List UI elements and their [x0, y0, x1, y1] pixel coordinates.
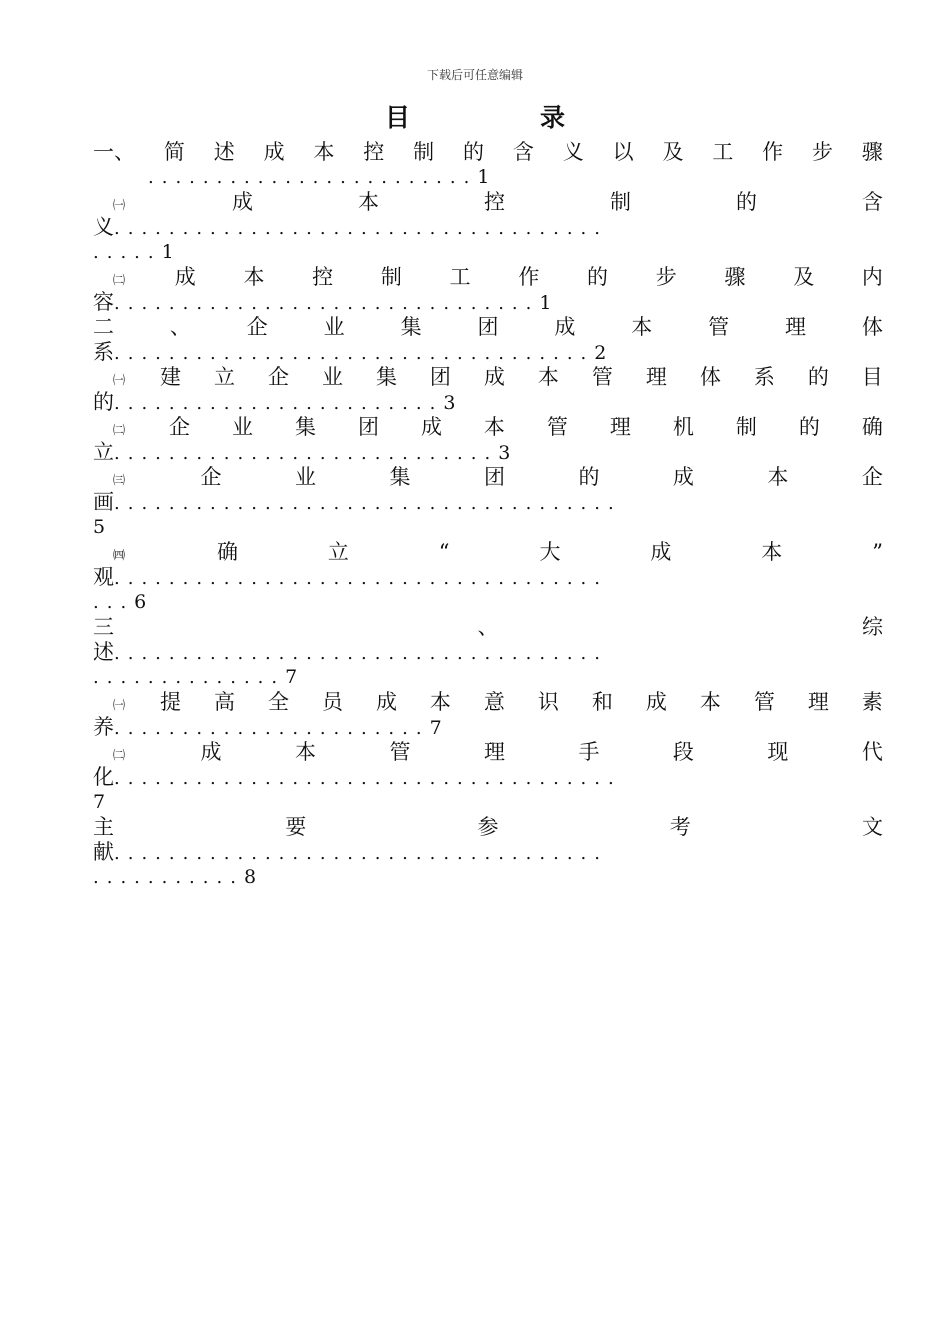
toc-heading-char: 的 — [807, 365, 829, 389]
dot-leader: ........... — [93, 867, 244, 888]
toc-heading-char: 本 — [429, 690, 451, 714]
toc-heading-char: 控 — [363, 140, 385, 164]
toc-heading-char: 系 — [753, 365, 775, 389]
toc-heading-char: 控 — [312, 265, 334, 289]
toc-entry-number: ㈡ — [113, 748, 126, 762]
toc-leader-line — [93, 565, 883, 590]
toc-entry[interactable] — [93, 315, 883, 365]
toc-heading-char: 的 — [587, 265, 609, 289]
toc-heading-char: 本 — [767, 465, 789, 489]
toc-heading-char: “ — [438, 540, 450, 564]
toc-heading-char: 高 — [213, 690, 235, 714]
toc-entry-heading — [93, 365, 883, 390]
toc-heading-char: 立 — [327, 540, 349, 564]
toc-leader-line — [93, 390, 883, 415]
toc-leader-line — [93, 590, 883, 615]
toc-heading-char: 本 — [631, 315, 653, 339]
toc-heading-char: 集 — [400, 315, 422, 339]
toc-heading-char: 集 — [294, 415, 316, 439]
toc-heading-char: 管 — [389, 740, 411, 764]
toc-heading-char: 简 — [163, 140, 185, 164]
toc-heading-char: ” — [872, 540, 883, 564]
toc-page-number: 1 — [161, 241, 174, 263]
toc-leader-line — [93, 515, 883, 540]
toc-heading-char: 管 — [708, 315, 730, 339]
dot-leader: .................................... — [114, 568, 608, 589]
dot-leader: .................................... — [114, 218, 608, 239]
dot-leader: ..................................... — [114, 493, 622, 514]
toc-entry[interactable] — [93, 265, 883, 315]
toc-heading-last-char: 养 — [93, 715, 114, 739]
toc-title — [0, 98, 950, 134]
toc-leader-line — [93, 765, 883, 790]
toc-heading-char: 的 — [735, 190, 757, 214]
toc-entry-heading — [93, 465, 883, 490]
toc-entry-number: ㈡ — [113, 273, 126, 287]
toc-entry[interactable] — [93, 615, 883, 690]
toc-leader-line — [93, 290, 883, 315]
toc-heading-char: 成 — [232, 190, 253, 214]
toc-heading-char: 素 — [861, 690, 883, 714]
toc-entry[interactable] — [93, 415, 883, 465]
toc-entry-number: 三 — [93, 615, 114, 639]
toc-heading-char: 理 — [645, 365, 667, 389]
toc-heading-char: 文 — [862, 815, 883, 839]
toc-heading-char: 步 — [655, 265, 677, 289]
toc-heading-char: 本 — [483, 415, 505, 439]
dot-leader: ........................ — [114, 393, 444, 414]
toc-heading-char: 本 — [294, 740, 316, 764]
toc-heading-char: 作 — [518, 265, 540, 289]
toc-heading-char: 工 — [712, 140, 734, 164]
toc-leader-line — [93, 340, 883, 365]
page-header-note: 下载后可任意编辑 — [426, 68, 523, 82]
toc-entry-heading — [93, 690, 883, 715]
toc-entry[interactable] — [93, 540, 883, 615]
toc-heading-char: 作 — [762, 140, 784, 164]
toc-heading-char: 成 — [200, 740, 222, 764]
toc-heading-char: 企 — [169, 415, 190, 439]
toc-heading-char: 机 — [672, 415, 694, 439]
toc-heading-last-char: 观 — [93, 565, 114, 589]
toc-heading-char: 和 — [591, 690, 613, 714]
dot-leader: ............................... — [114, 293, 540, 314]
toc-page-number: 1 — [477, 166, 490, 188]
toc-entry[interactable] — [93, 190, 883, 265]
toc-heading-char: 大 — [539, 540, 561, 564]
toc-heading-char: 现 — [767, 740, 789, 764]
dot-leader: ........................ — [148, 167, 478, 188]
toc-heading-char: 团 — [357, 415, 379, 439]
toc-entry-number: ㈠ — [113, 698, 126, 712]
toc-heading-char: 体 — [699, 365, 721, 389]
toc-heading-char: 的 — [463, 140, 485, 164]
toc-heading-char: 步 — [812, 140, 834, 164]
toc-heading-char: 成 — [554, 315, 576, 339]
toc-heading-char: 及 — [793, 265, 815, 289]
toc-heading-char: 业 — [321, 365, 343, 389]
toc-heading-char: 团 — [429, 365, 451, 389]
toc-entry-heading — [93, 740, 883, 765]
toc-heading-char: 集 — [375, 365, 397, 389]
dot-leader: ....................... — [114, 718, 430, 739]
toc-entry[interactable] — [93, 365, 883, 415]
toc-entry-number: ㈠ — [113, 373, 126, 387]
toc-heading-last-char: 述 — [93, 640, 114, 664]
toc-heading-last-char: 献 — [93, 840, 114, 864]
toc-leader-line — [93, 440, 883, 465]
toc-heading-char: 制 — [380, 265, 402, 289]
toc-leader-line — [93, 215, 883, 240]
toc-heading-char: 业 — [323, 315, 345, 339]
toc-heading-char: 意 — [483, 690, 505, 714]
toc-heading-char: 管 — [591, 365, 613, 389]
toc-heading-char: 成 — [483, 365, 505, 389]
toc-heading-char: 手 — [578, 740, 600, 764]
toc-entry-heading — [93, 615, 883, 640]
toc-entry-number: ㈡ — [113, 423, 126, 437]
dot-leader: .............. — [93, 667, 286, 688]
toc-heading-char: 骤 — [861, 140, 883, 164]
toc-heading-char: 控 — [483, 190, 505, 214]
toc-entry-number: 一、 — [93, 140, 135, 164]
toc-heading-char: 理 — [785, 315, 807, 339]
toc-heading-char: 本 — [313, 140, 335, 164]
toc-heading-char: 、 — [169, 315, 191, 339]
toc-heading-last-char: 立 — [93, 440, 114, 464]
dot-leader: ..................................... — [114, 768, 622, 789]
toc-entry-heading — [93, 190, 883, 215]
toc-heading-char: 目 — [861, 365, 883, 389]
toc-entry[interactable] — [93, 740, 883, 815]
dot-leader: .................................... — [114, 843, 608, 864]
table-of-contents — [93, 140, 883, 890]
toc-heading-char: 企 — [246, 315, 268, 339]
toc-heading-char: 识 — [537, 690, 559, 714]
toc-heading-char: 建 — [160, 365, 181, 389]
toc-heading-char: 本 — [699, 690, 721, 714]
toc-heading-char: 企 — [267, 365, 289, 389]
toc-entry-heading — [93, 140, 883, 165]
toc-heading-char: 、 — [477, 615, 499, 639]
toc-heading-char: 以 — [612, 140, 634, 164]
toc-heading-char: 确 — [216, 540, 238, 564]
toc-heading-char: 理 — [483, 740, 505, 764]
toc-heading-char: 含 — [512, 140, 534, 164]
toc-leader-line — [93, 640, 883, 665]
toc-heading-char: 工 — [449, 265, 471, 289]
toc-heading-char: 集 — [389, 465, 411, 489]
toc-heading-char: 制 — [735, 415, 757, 439]
toc-heading-char: 全 — [267, 690, 289, 714]
toc-entry-number: 二 — [93, 315, 114, 339]
toc-page-number: 2 — [594, 342, 607, 364]
toc-leader-line — [93, 790, 883, 815]
toc-heading-char: 成 — [645, 690, 667, 714]
toc-heading-char: 骤 — [724, 265, 746, 289]
toc-entry-number: ㈠ — [113, 198, 126, 212]
toc-heading-char: 管 — [546, 415, 568, 439]
toc-heading-char: 制 — [609, 190, 631, 214]
toc-heading-char: 企 — [861, 465, 883, 489]
toc-heading-char: 成 — [263, 140, 285, 164]
toc-leader-line — [93, 715, 883, 740]
toc-heading-char: 团 — [477, 315, 499, 339]
toc-leader-line — [93, 165, 883, 190]
toc-heading-char: 业 — [231, 415, 253, 439]
toc-heading-char: 本 — [537, 365, 559, 389]
toc-page-number: 5 — [93, 516, 106, 538]
toc-heading-char: 业 — [294, 465, 316, 489]
toc-heading-char: 理 — [609, 415, 631, 439]
toc-heading-char: 内 — [861, 265, 883, 289]
toc-heading-char: 义 — [562, 140, 584, 164]
dot-leader: ................................... — [114, 343, 595, 364]
toc-entry-heading — [93, 815, 883, 840]
toc-entry[interactable] — [93, 140, 883, 190]
toc-leader-line — [93, 865, 883, 890]
toc-entry-heading — [93, 315, 883, 340]
toc-heading-char: 要 — [285, 815, 307, 839]
toc-heading-char: 参 — [477, 815, 499, 839]
toc-page-number: 3 — [498, 442, 511, 464]
toc-heading-char: 立 — [213, 365, 235, 389]
toc-entry-number: 主 — [93, 815, 114, 839]
toc-heading-char: 确 — [861, 415, 883, 439]
toc-heading-last-char: 化 — [93, 765, 114, 789]
toc-heading-char: 成 — [174, 265, 196, 289]
toc-heading-char: 综 — [862, 615, 883, 639]
toc-heading-char: 企 — [200, 465, 222, 489]
toc-heading-char: 本 — [357, 190, 379, 214]
toc-heading-char: 管 — [753, 690, 775, 714]
toc-entry-heading — [93, 265, 883, 290]
toc-heading-char: 成 — [375, 690, 397, 714]
toc-heading-char: 提 — [160, 690, 181, 714]
toc-heading-last-char: 义 — [93, 215, 114, 239]
dot-leader: .................................... — [114, 643, 608, 664]
toc-heading-char: 本 — [243, 265, 265, 289]
toc-leader-line — [93, 490, 883, 515]
toc-heading-char: 成 — [672, 465, 694, 489]
toc-title-left: 目 — [384, 103, 410, 132]
toc-heading-char: 体 — [861, 315, 883, 339]
toc-heading-last-char: 容 — [93, 290, 114, 314]
toc-heading-last-char: 的 — [93, 390, 114, 414]
toc-page-number: 7 — [429, 717, 442, 739]
toc-entry-number: ㈢ — [113, 473, 126, 487]
toc-leader-line — [93, 240, 883, 265]
toc-page-number: 7 — [93, 791, 106, 813]
toc-entry[interactable] — [93, 815, 883, 890]
toc-heading-char: 成 — [420, 415, 442, 439]
dot-leader: ... — [93, 592, 135, 613]
toc-heading-char: 及 — [662, 140, 684, 164]
toc-entry-heading — [93, 540, 883, 565]
toc-heading-last-char: 画 — [93, 490, 114, 514]
toc-entry-heading — [93, 415, 883, 440]
toc-heading-char: 制 — [413, 140, 435, 164]
toc-heading-char: 理 — [807, 690, 829, 714]
toc-heading-char: 含 — [861, 190, 883, 214]
dot-leader: ............................ — [114, 443, 499, 464]
toc-heading-char: 述 — [213, 140, 235, 164]
toc-heading-char: 成 — [650, 540, 672, 564]
dot-leader: ..... — [93, 242, 162, 263]
toc-entry-number: ㈣ — [113, 548, 126, 562]
toc-heading-last-char: 系 — [93, 340, 114, 364]
toc-heading-char: 员 — [321, 690, 343, 714]
toc-page-number: 8 — [243, 866, 257, 888]
toc-page-number: 1 — [539, 292, 552, 314]
toc-leader-line — [93, 665, 883, 690]
toc-entry[interactable] — [93, 465, 883, 540]
toc-heading-char: 代 — [861, 740, 883, 764]
toc-heading-char: 的 — [798, 415, 820, 439]
toc-entry[interactable] — [93, 690, 883, 740]
toc-heading-char: 本 — [761, 540, 783, 564]
toc-page-number: 7 — [285, 666, 298, 688]
toc-title-right: 录 — [540, 103, 566, 132]
toc-heading-char: 段 — [672, 740, 694, 764]
toc-heading-char: 团 — [483, 465, 505, 489]
toc-page-number: 3 — [443, 392, 456, 414]
toc-heading-char: 的 — [578, 465, 600, 489]
toc-page-number: 6 — [134, 591, 147, 613]
toc-heading-char: 考 — [669, 815, 691, 839]
toc-leader-line — [93, 840, 883, 865]
